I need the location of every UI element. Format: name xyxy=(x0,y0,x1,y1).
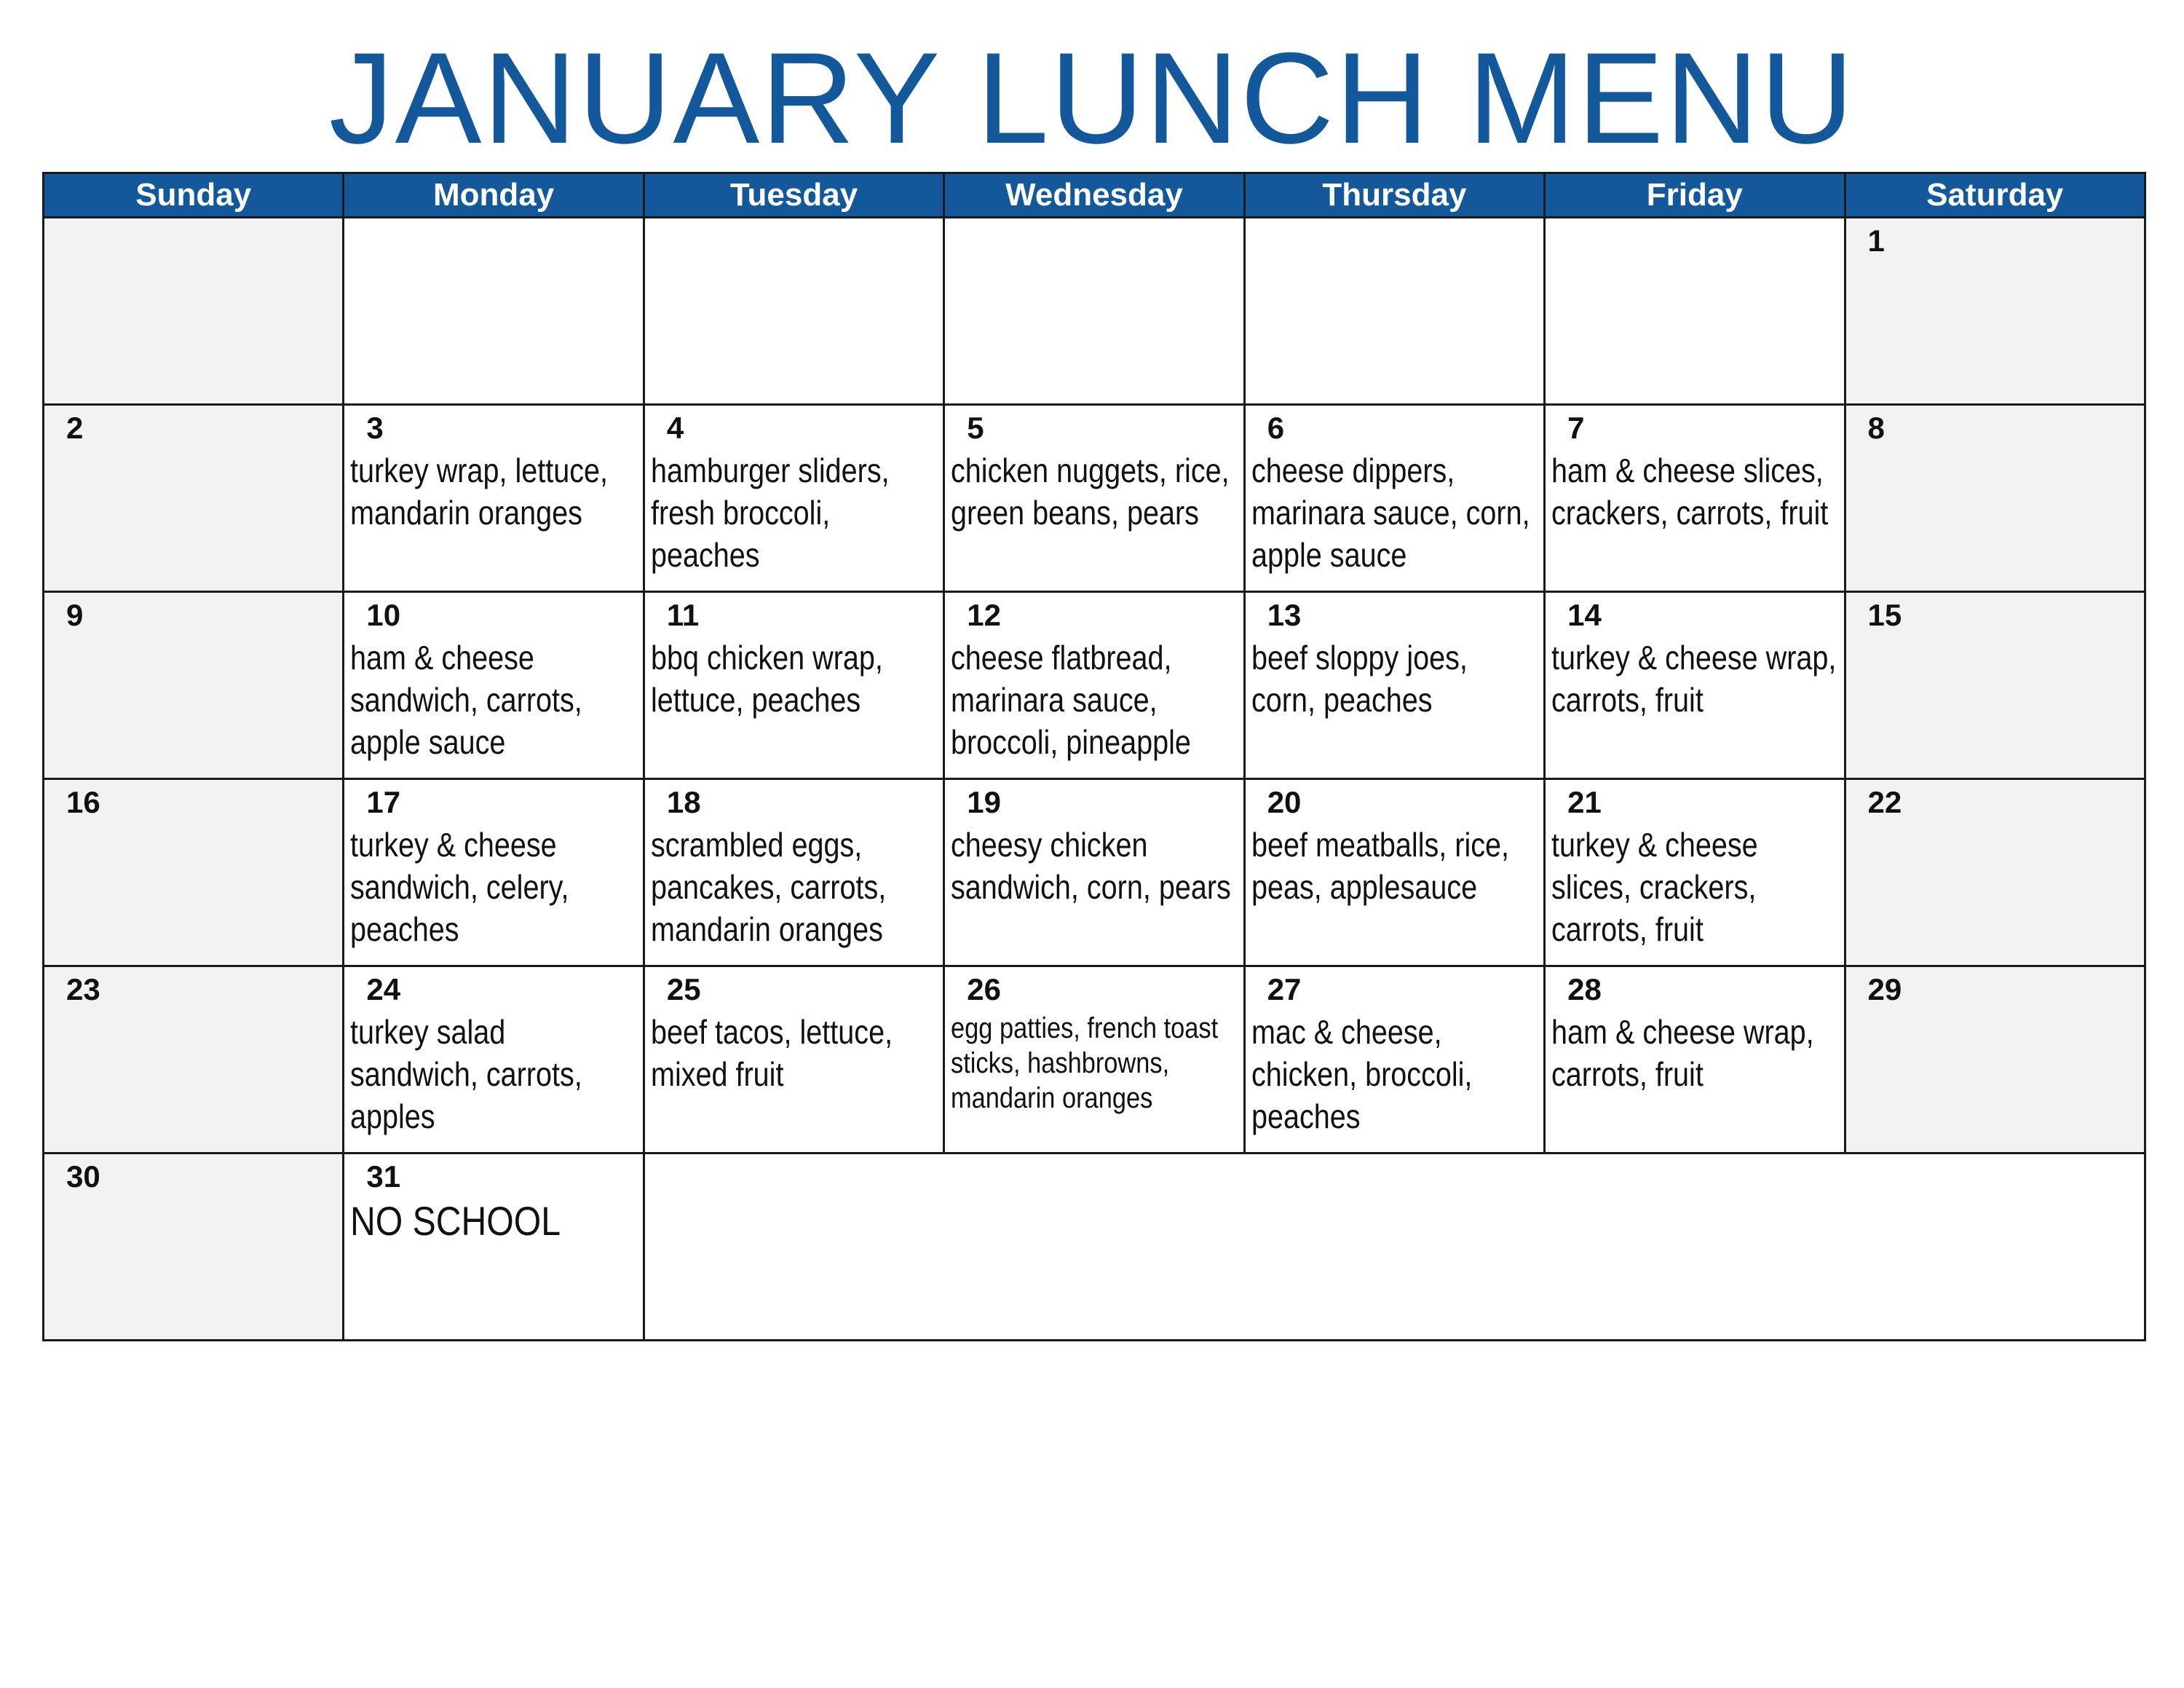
day-cell xyxy=(644,779,943,966)
day-number: 13 xyxy=(1267,598,1302,632)
day-number: 17 xyxy=(366,785,401,819)
day-number: 3 xyxy=(366,411,384,445)
day-cell xyxy=(44,966,344,1153)
menu-text: scrambled eggs, pancakes, carrots, mandarin oranges xyxy=(650,826,887,948)
weekday-header: Thursday xyxy=(1244,173,1544,218)
day-cell xyxy=(1845,405,2145,592)
week-row xyxy=(44,592,2145,779)
menu-text: cheese dippers, marinara sauce, corn, apple sauce xyxy=(1251,451,1530,574)
day-cell xyxy=(344,592,644,779)
day-cell xyxy=(944,218,1244,405)
calendar-table xyxy=(42,172,2146,1341)
empty-cell xyxy=(644,1153,2145,1341)
day-cell xyxy=(1845,218,2145,405)
day-cell xyxy=(1545,218,1845,405)
menu-text: hamburger sliders, fresh broccoli, peaches xyxy=(650,451,890,574)
day-cell xyxy=(1845,779,2145,966)
day-cell xyxy=(44,1153,344,1341)
menu-text: turkey & cheese wrap, carrots, fruit xyxy=(1551,639,1837,719)
day-cell xyxy=(944,779,1244,966)
menu-text: cheese flatbread, marinara sauce, broccoli, pineapple xyxy=(951,639,1192,761)
day-cell xyxy=(944,966,1244,1153)
weekday-header: Tuesday xyxy=(644,173,943,218)
menu-text: turkey wrap, lettuce, mandarin oranges xyxy=(350,451,609,532)
day-number: 22 xyxy=(1867,785,1902,819)
day-number: 4 xyxy=(666,411,684,445)
day-cell xyxy=(1545,779,1845,966)
menu-text: beef sloppy joes, corn, peaches xyxy=(1251,639,1468,719)
menu-text: chicken nuggets, rice, green beans, pears xyxy=(951,451,1230,532)
day-number: 21 xyxy=(1567,785,1602,819)
weekday-header-row xyxy=(44,173,2145,218)
menu-text: egg patties, french toast sticks, hashbrowns, mandarin oranges xyxy=(951,1012,1219,1114)
day-cell xyxy=(344,966,644,1153)
day-number: 30 xyxy=(66,1159,100,1194)
day-cell xyxy=(644,592,943,779)
day-cell xyxy=(944,405,1244,592)
day-number: 18 xyxy=(666,785,701,819)
day-number: 12 xyxy=(967,598,1001,632)
menu-text: NO SCHOOL xyxy=(350,1198,561,1244)
menu-text: beef tacos, lettuce, mixed fruit xyxy=(650,1013,893,1093)
menu-text: ham & cheese slices, crackers, carrots, fruit xyxy=(1551,451,1829,532)
day-cell xyxy=(644,405,943,592)
weekday-header: Monday xyxy=(344,173,644,218)
day-number: 16 xyxy=(66,785,100,819)
weekday-header: Wednesday xyxy=(944,173,1244,218)
week-row xyxy=(44,779,2145,966)
day-number: 9 xyxy=(66,598,84,632)
day-number: 26 xyxy=(967,972,1001,1006)
day-cell xyxy=(644,218,943,405)
day-number: 7 xyxy=(1567,411,1585,445)
day-cell xyxy=(344,218,644,405)
day-cell xyxy=(1545,966,1845,1153)
menu-text: turkey salad sandwich, carrots, apples xyxy=(350,1013,583,1135)
day-cell xyxy=(44,779,344,966)
day-number: 23 xyxy=(66,972,100,1006)
menu-text: ham & cheese sandwich, carrots, apple sauce xyxy=(350,639,583,761)
day-cell xyxy=(1244,592,1544,779)
week-row xyxy=(44,218,2145,405)
weekday-header: Friday xyxy=(1545,173,1845,218)
menu-text: mac & cheese, chicken, broccoli, peaches xyxy=(1251,1013,1473,1135)
day-number: 27 xyxy=(1267,972,1302,1006)
day-number: 6 xyxy=(1267,411,1285,445)
day-number: 8 xyxy=(1867,411,1885,445)
day-cell xyxy=(1545,592,1845,779)
day-number: 15 xyxy=(1867,598,1902,632)
day-number: 28 xyxy=(1567,972,1602,1006)
week-row xyxy=(44,966,2145,1153)
day-cell xyxy=(1244,966,1544,1153)
day-number: 25 xyxy=(666,972,701,1006)
day-cell xyxy=(344,405,644,592)
day-cell xyxy=(1244,779,1544,966)
day-number: 11 xyxy=(666,598,700,632)
day-number: 20 xyxy=(1267,785,1302,819)
day-cell xyxy=(1244,218,1544,405)
menu-text: turkey & cheese slices, crackers, carrots, fruit xyxy=(1551,826,1758,948)
week-row xyxy=(44,405,2145,592)
day-number: 14 xyxy=(1567,598,1602,632)
menu-text: ham & cheese wrap, carrots, fruit xyxy=(1551,1013,1814,1093)
day-number: 19 xyxy=(967,785,1001,819)
day-number: 5 xyxy=(967,411,984,445)
day-cell xyxy=(44,218,344,405)
day-cell xyxy=(344,779,644,966)
day-number: 31 xyxy=(366,1159,401,1194)
menu-text: bbq chicken wrap, lettuce, peaches xyxy=(650,639,883,719)
week-row xyxy=(44,1153,2145,1341)
day-number: 24 xyxy=(366,972,401,1006)
weekday-header: Sunday xyxy=(44,173,344,218)
weekday-header: Saturday xyxy=(1845,173,2145,218)
day-cell xyxy=(644,966,943,1153)
day-cell xyxy=(44,592,344,779)
day-number: 2 xyxy=(66,411,84,445)
day-cell xyxy=(944,592,1244,779)
day-cell xyxy=(1244,405,1544,592)
day-number: 10 xyxy=(366,598,401,632)
menu-text: cheesy chicken sandwich, corn, pears xyxy=(951,826,1232,906)
menu-text: beef meatballs, rice, peas, applesauce xyxy=(1251,826,1509,906)
page-title: JANUARY LUNCH MENU xyxy=(328,25,1856,170)
day-number: 1 xyxy=(1867,224,1885,258)
day-cell xyxy=(1845,966,2145,1153)
day-cell xyxy=(344,1153,644,1341)
day-cell xyxy=(44,405,344,592)
day-cell xyxy=(1845,592,2145,779)
day-number: 29 xyxy=(1867,972,1902,1006)
menu-text: turkey & cheese sandwich, celery, peaches xyxy=(350,826,569,948)
day-cell xyxy=(1545,405,1845,592)
